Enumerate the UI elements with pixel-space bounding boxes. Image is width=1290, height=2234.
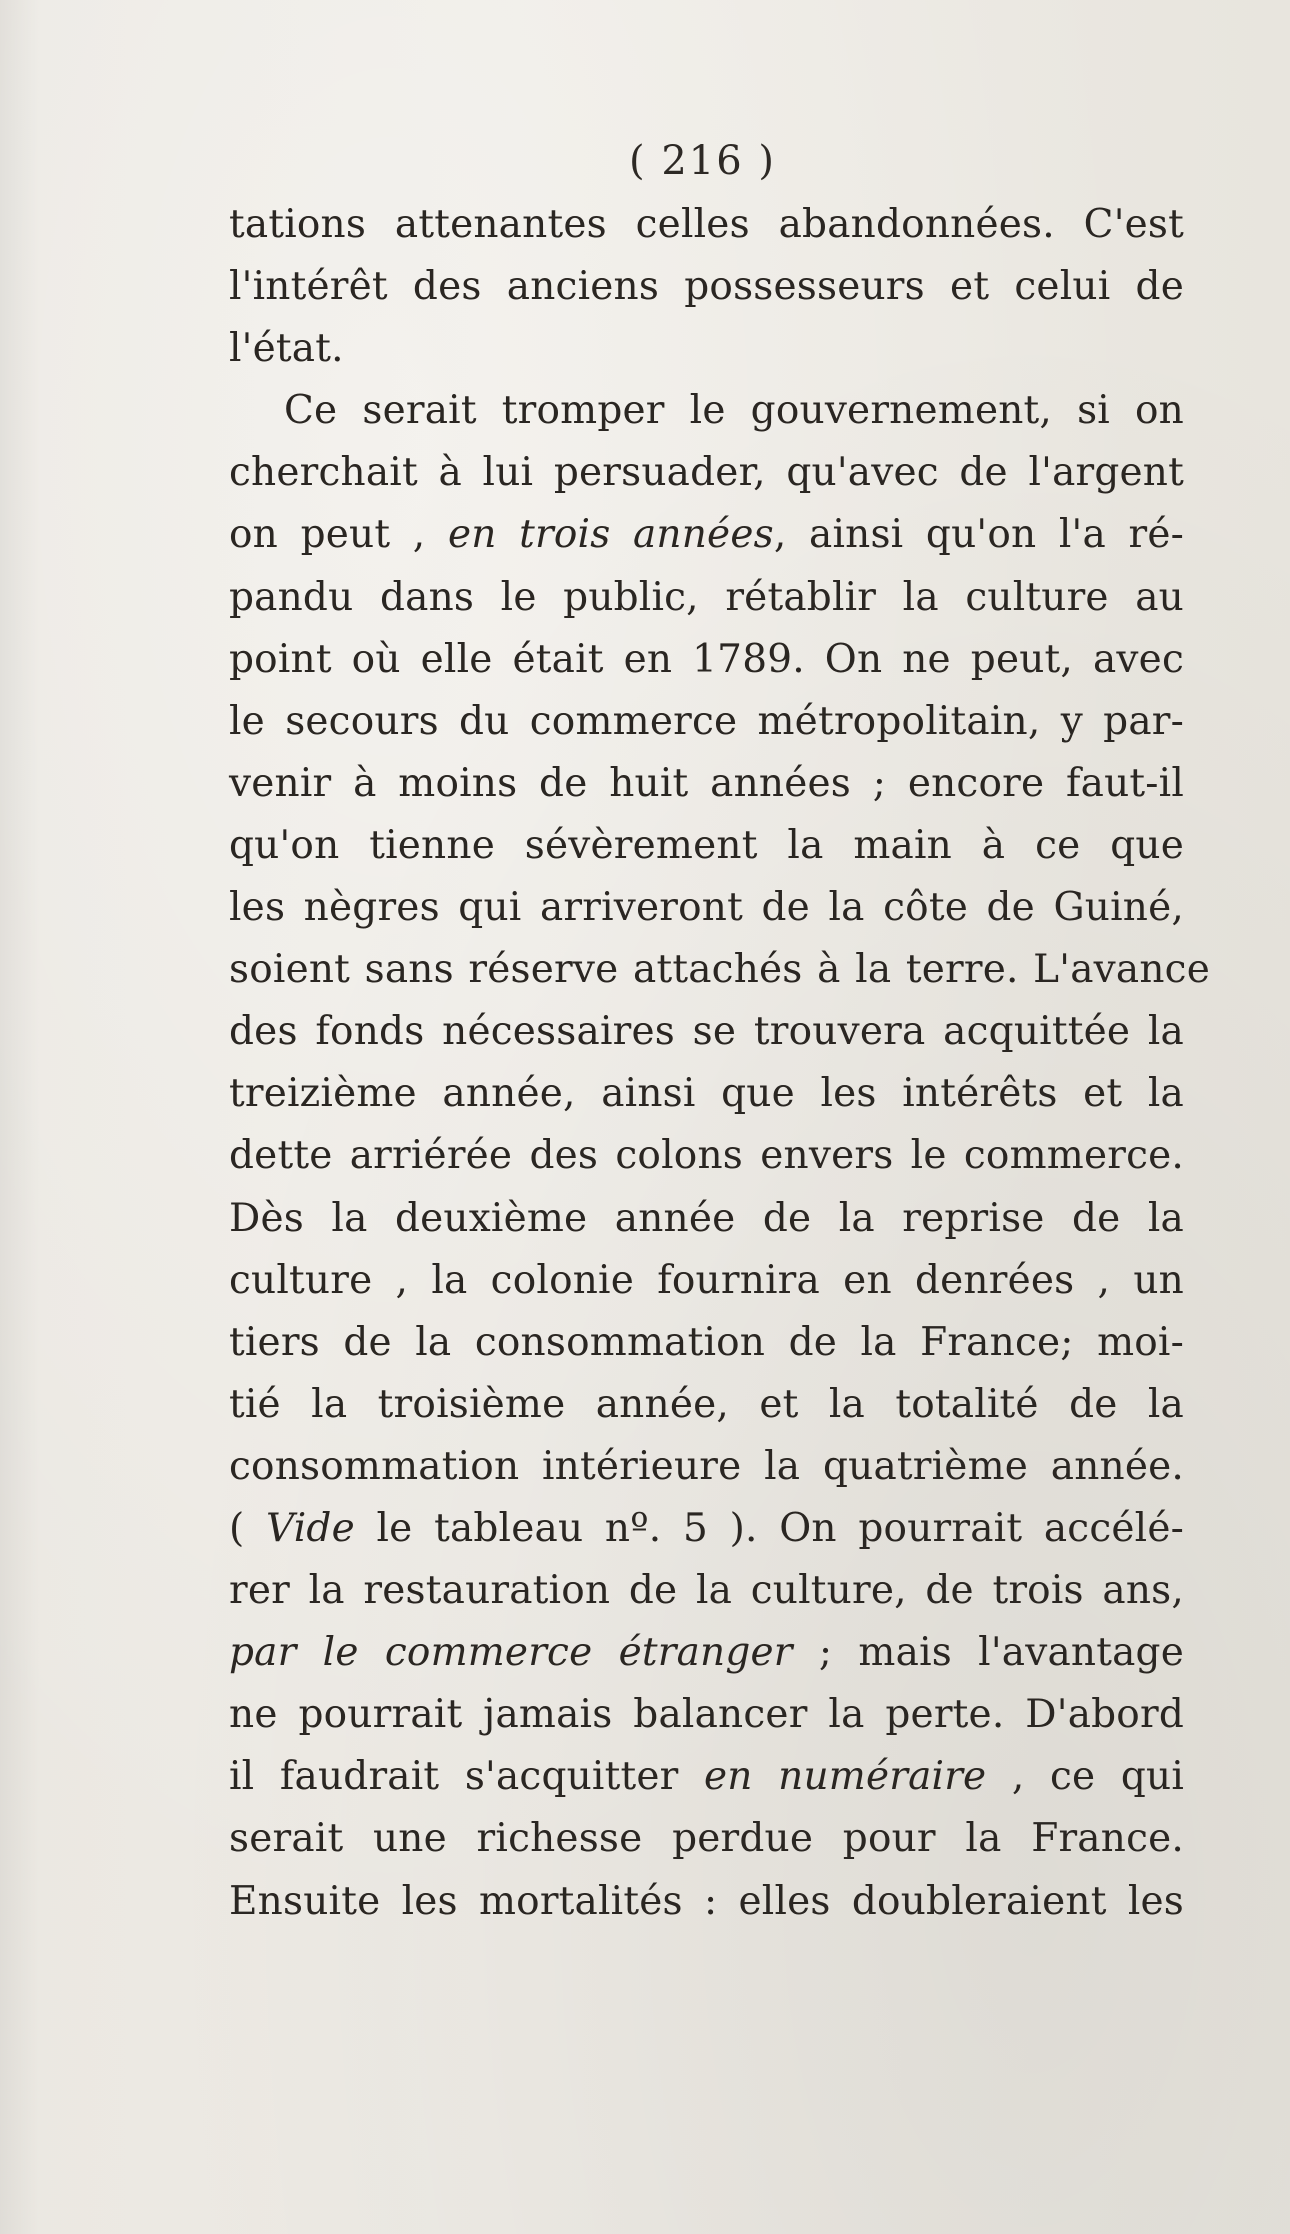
text-segment: , ainsi qu'on l'a ré- xyxy=(773,512,1185,558)
text-line: le secours du commerce métropolitain, y par- xyxy=(229,698,1184,744)
text-line: tations attenantes celles abandonnées. C'est xyxy=(229,202,1184,247)
text-segment: ; mais l'avantage xyxy=(792,1630,1184,1676)
text-line: l'intérêt des anciens possesseurs et celui de xyxy=(229,264,1184,310)
text-line: qu'on tienne sévèrement la main à ce que xyxy=(229,822,1184,868)
text-line: Ensuite les mortalités : elles doubleraient les xyxy=(229,1878,1184,1924)
text-line: tié la troisième année, et la totalité de la xyxy=(229,1381,1184,1427)
text-segment: le tableau nº. 5 ). On pourrait accélé- xyxy=(354,1505,1184,1551)
italic-segment: par le commerce étranger xyxy=(229,1630,793,1676)
italic-segment: en trois années xyxy=(447,512,774,558)
text-segment: il faudrait s'acquitter xyxy=(229,1754,704,1800)
text-line: des fonds nécessaires se trouvera acquittée la xyxy=(229,1009,1184,1055)
text-line: culture , la colonie fournira en denrées , un xyxy=(229,1257,1184,1303)
page-number: ( 216 ) xyxy=(629,138,776,184)
text-segment: ( xyxy=(229,1505,267,1551)
italic-segment: Vide xyxy=(266,1505,355,1551)
text-line: serait une richesse perdue pour la France. xyxy=(229,1816,1184,1862)
text-line: cherchait à lui persuader, qu'avec de l'argent xyxy=(229,450,1184,496)
text-segment: on peut , xyxy=(229,512,448,558)
text-line: venir à moins de huit années ; encore faut-il xyxy=(229,760,1184,806)
text-line: tiers de la consommation de la France; moi- xyxy=(229,1319,1184,1365)
text-line: Ce serait tromper le gouvernement, si on xyxy=(284,388,1184,434)
text-line xyxy=(229,1622,1184,1684)
text-line: point où elle était en 1789. On ne peut, avec xyxy=(229,636,1184,682)
text-line: les nègres qui arriveront de la côte de Guiné, xyxy=(229,885,1184,931)
text-line: treizième année, ainsi que les intérêts et la xyxy=(229,1071,1184,1117)
text-line: l'état. xyxy=(229,326,344,372)
body-text xyxy=(229,194,1210,1933)
text-line: Dès la deuxième année de la reprise de la xyxy=(229,1195,1184,1241)
text-line: rer la restauration de la culture, de trois ans, xyxy=(229,1568,1184,1614)
italic-segment: en numéraire xyxy=(704,1754,987,1800)
text-line: consommation intérieure la quatrième année. xyxy=(229,1443,1184,1489)
text-line: soient sans réserve attachés à la terre. L'avance xyxy=(229,947,1210,993)
text-line: pandu dans le public, rétablir la culture au xyxy=(229,574,1184,620)
text-line xyxy=(229,1498,1184,1560)
text-line xyxy=(229,1746,1184,1808)
text-line xyxy=(229,504,1184,566)
text-line: dette arriérée des colons envers le commerce. xyxy=(229,1133,1184,1179)
text-segment: , ce qui xyxy=(986,1754,1184,1800)
text-line: ne pourrait jamais balancer la perte. D'abord xyxy=(229,1692,1184,1738)
